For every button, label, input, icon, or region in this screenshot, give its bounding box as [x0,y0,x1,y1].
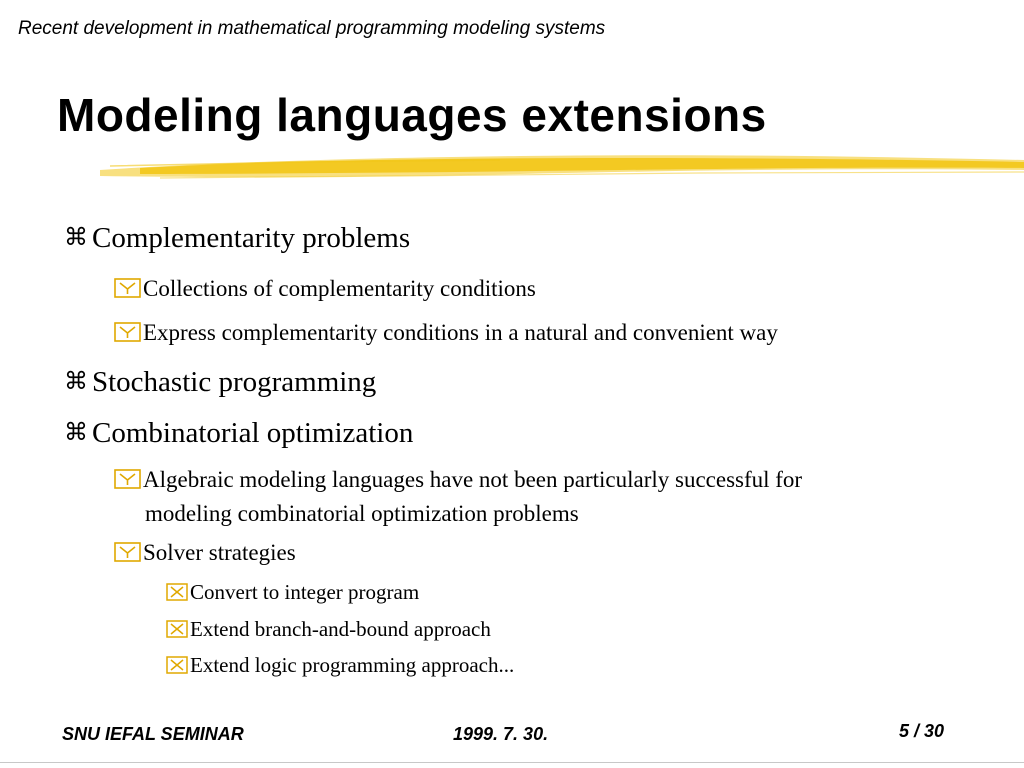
command-bullet-icon: ⌘ [64,418,88,446]
checkbox-x-icon [166,583,188,601]
sub-bullet [114,320,778,346]
bullet-complementarity [64,222,410,255]
bullet-combinatorial [64,417,413,450]
command-bullet-icon: ⌘ [64,223,88,251]
checkbox-x-icon [166,656,188,674]
bullet-text: Complementarity problems [92,222,411,254]
sub-sub-bullet [166,653,514,678]
sub-bullet-text: Express complementarity conditions in a natural and convenient way [143,320,778,345]
title-highlight-brush [100,148,1024,188]
command-bullet-icon: ⌘ [64,367,88,395]
checkbox-check-icon [114,542,141,562]
bullet-stochastic [64,366,376,399]
sub-bullet [114,463,974,531]
sub-bullet-text: Collections of complementarity conditions [143,276,536,301]
checkbox-check-icon [114,469,141,489]
slide-title: Modeling languages extensions [57,89,767,141]
sub-sub-bullet-text: Extend logic programming approach... [190,653,515,677]
sub-bullet-text: Solver strategies [143,540,296,565]
sub-sub-bullet-text: Extend branch-and-bound approach [190,617,491,641]
checkbox-check-icon [114,322,141,342]
footer-date: 1999. 7. 30. [453,724,549,744]
footer-page-number: 5 / 30 [899,721,945,741]
footer-organization: SNU IEFAL SEMINAR [62,724,244,744]
bullet-text: Combinatorial optimization [92,417,414,449]
sub-sub-bullet [166,580,419,605]
checkbox-x-icon [166,620,188,638]
bullet-text: Stochastic programming [92,366,377,398]
sub-bullet [114,540,296,566]
sub-bullet [114,276,536,302]
sub-bullet-text: Algebraic modeling languages have not been particularly successful for [143,467,803,492]
slide-subtitle: Recent development in mathematical programming modeling systems [18,18,606,39]
sub-sub-bullet-text: Convert to integer program [190,580,420,604]
sub-sub-bullet [166,617,491,642]
sub-bullet-text-continued: modeling combinatorial optimization problems [145,501,579,526]
footer-divider [0,762,1024,763]
checkbox-check-icon [114,278,141,298]
